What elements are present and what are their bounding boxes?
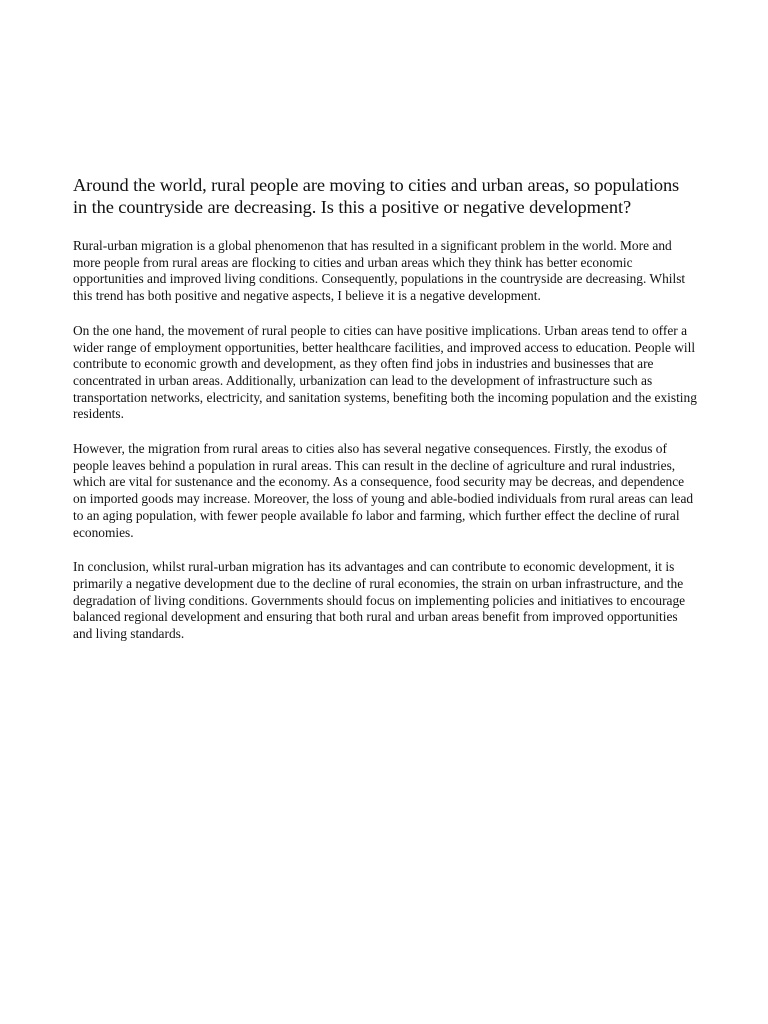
paragraph-conclusion: In conclusion, whilst rural-urban migration has its advantages and can contribute to economic development, it is primarily a negative development due to the decline of rural economies, the strain on urban infrastructure, and the degradation of living conditions. Governments should focus on implementing policies and initiatives to encourage balanced regional development and ensuring that both rural and urban areas benefit from improved opportunities and living standards.: [73, 559, 686, 642]
paragraph-negative-aspects: However, the migration from rural areas to cities also has several negative consequences. Firstly, the exodus of people leaves behind a population in rural areas. This can result in the decline of agriculture and rural industries, which are vital for sustenance and the economy. As a consequence, food security may be decreas, and dependence on imported goods may increase. Moreover, the loss of young and able-bodied individuals from rural areas can lead to an aging population, with fewer people available fo labor and farming, which further effect the decline of rural economies.: [73, 441, 694, 540]
document-page: [73, 174, 697, 661]
essay-question-title: Around the world, rural people are moving to cities and urban areas, so populations in the countryside are decreasing. Is this a positive or negative development?: [73, 175, 680, 217]
paragraph-introduction: Rural-urban migration is a global phenomenon that has resulted in a significant problem in the world. More and more people from rural areas are flocking to cities and urban areas which they think has better economic opportunities and improved living conditions. Consequently, populations in the countryside are decreasing. Whilst this trend has both positive and negative aspects, I believe it is a negative development.: [73, 238, 686, 304]
paragraph-positive-aspects: On the one hand, the movement of rural people to cities can have positive implications. Urban areas tend to offer a wider range of employment opportunities, better healthcare facilities, and improved access to education. People will contribute to economic growth and development, as they often find jobs in industries and businesses that are concentrated in urban areas. Additionally, urbanization can lead to the development of infrastructure such as transportation networks, electricity, and sanitation systems, benefiting both the incoming population and the existing residents.: [73, 322, 697, 422]
